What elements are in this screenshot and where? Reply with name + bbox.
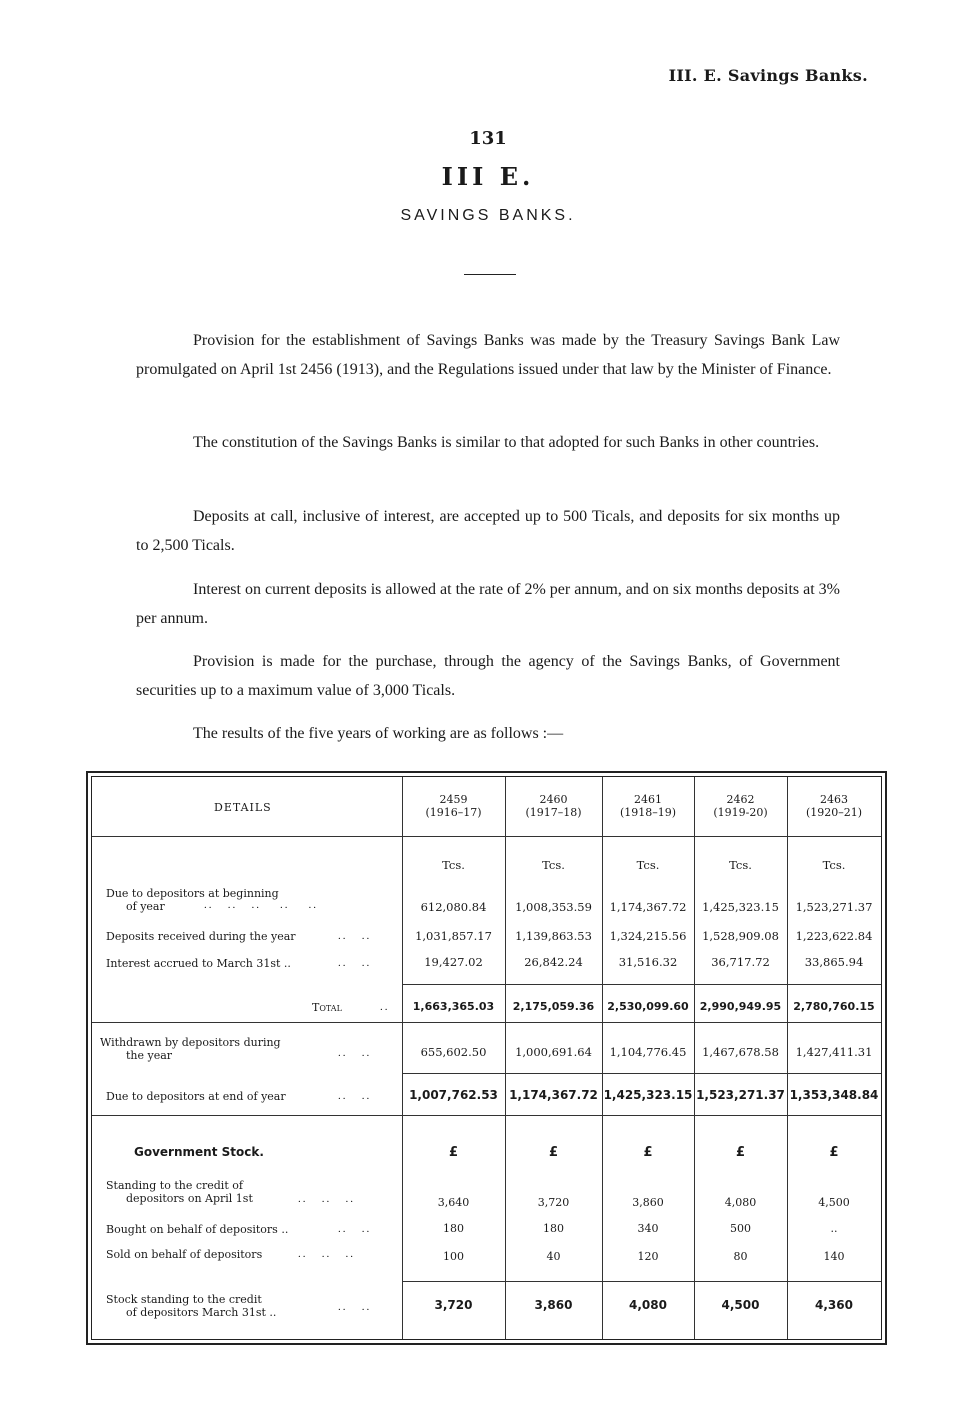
paragraph-results-intro: The results of the five years of working are as follows :— [193,725,564,742]
total-rule [92,1022,881,1023]
table-cell: 1,467,678.58 [702,1045,779,1059]
table-cell: 4,500 [818,1196,850,1209]
table-cell: 1,425,323.15 [702,900,779,914]
table-cell: 4,080 [724,1196,757,1209]
leader-dots: .. .. [338,1223,372,1235]
row-label-interest-accrued: Interest accrued to March 31st .. [106,957,291,970]
table-cell: 1,353,348.84 [789,1088,879,1102]
currency-unit: Tcs. [822,858,846,872]
table-cell: 3,720 [434,1298,473,1312]
paragraph-constitution: The constitution of the Savings Banks is similar to that adopted for such Banks in other countries. [193,434,820,451]
leader-dots: .. .. [338,930,372,942]
row-label-sold: Sold on behalf of depositors [106,1248,263,1261]
table-cell: 120 [637,1250,659,1263]
table-cell: 1,425,323.15 [603,1088,693,1102]
leader-dots: .. .. [338,1301,372,1313]
currency-unit: Tcs. [636,858,660,872]
table-cell: 1,663,365.03 [412,1000,495,1013]
leader-dots: .. .. [338,957,372,969]
year-be: 2460 [539,793,568,806]
year-ce: (1918–19) [619,806,677,819]
table-cell: 100 [443,1250,464,1263]
page-number: 131 [469,128,507,149]
stock-currency-cell: £ [643,1145,653,1160]
table-cell: 4,360 [815,1298,853,1312]
leader-dots: .. .. .. .. .. [204,899,318,911]
table-cell: 1,223,622.84 [795,929,873,943]
row-label-line: Stock standing to the credit [106,1293,262,1306]
paragraph-securities: Provision is made for the purchase, through the agency of the Savings Banks, of Government securities up to a maximum value of 3,000 Ticals. [136,653,840,699]
leader-dots: .. .. .. [298,1193,355,1205]
balance-rule [92,1115,881,1116]
table-cell: 340 [637,1222,659,1235]
table-cell: 1,104,776.45 [609,1045,687,1059]
table-cell: 4,080 [629,1298,667,1312]
year-header-2459 [402,793,505,819]
table-cell: 1,000,691.64 [515,1045,592,1059]
results-table [86,771,887,1345]
row-label-due-end: Due to depositors at end of year [106,1090,286,1103]
leader-dots: .. .. .. [298,1248,355,1260]
year-be: 2459 [439,793,468,806]
table-cell: 3,860 [632,1196,664,1209]
currency-unit: Tcs. [729,858,752,872]
table-cell: 2,175,059.36 [512,1000,595,1013]
paragraph-deposits: Deposits at call, inclusive of interest, are accepted up to 500 Ticals, and deposits for six months up to 2,500 Ticals. [136,508,840,554]
table-cell: 26,842.24 [524,955,583,969]
table-cell: 3,860 [534,1298,573,1312]
table-cell: 33,865.94 [804,955,864,969]
table-cell: 40 [546,1250,561,1263]
year-be: 2461 [634,793,662,806]
withdrawn-rule [402,1073,881,1074]
table-cell: 4,500 [721,1298,760,1312]
table-cell: 19,427.02 [424,955,483,969]
stock-section-header: Government Stock. [134,1145,264,1159]
table-cell: 500 [730,1222,751,1235]
running-head: III. E. Savings Banks. [668,66,868,85]
stock-currency-cell: £ [735,1145,746,1160]
table-cell: 1,427,411.31 [795,1045,873,1059]
row-label-line: Withdrawn by depositors during [100,1036,281,1049]
table-cell: 36,717.72 [711,955,770,969]
year-ce: (1916–17) [425,806,482,819]
title-rule [464,274,516,275]
row-label-line: Standing to the credit of [106,1179,243,1192]
row-label-standing-credit [106,1179,253,1205]
details-header: DETAILS [214,801,272,814]
year-header-2463 [787,793,881,819]
table-cell: 1,139,863.53 [515,929,592,943]
table-cell: 1,324,215.56 [609,929,687,943]
row-label-total: Total [312,1001,342,1014]
table-cell: 2,780,760.15 [793,1000,875,1013]
section-subtitle: SAVINGS BANKS. [400,207,576,224]
row-label-line: Due to depositors at beginning [106,887,279,900]
table-cell: 80 [733,1250,748,1263]
year-ce: (1917–18) [525,806,582,819]
table-cell: 655,602.50 [420,1045,487,1059]
row-label-line: depositors on April 1st [126,1192,253,1205]
currency-unit: Tcs. [542,858,565,872]
year-header-2462 [694,793,787,819]
stock-currency-cell: £ [829,1145,839,1160]
table-cell: .. [830,1222,838,1235]
section-title: III E. [441,162,535,191]
table-cell: 31,516.32 [618,955,678,969]
subtotal-rule [402,984,881,985]
stock-currency-cell: £ [548,1145,559,1160]
paragraph-interest: Interest on current deposits is allowed at the rate of 2% per annum, and on six months deposits at 3% per annum. [136,581,840,627]
year-be: 2463 [820,793,848,806]
stock-rule [402,1281,881,1282]
row-label-bought: Bought on behalf of depositors .. [106,1223,289,1236]
leader-dots: .. .. [338,1090,372,1102]
table-cell: 1,528,909.08 [702,929,779,943]
table-cell: 1,007,762.53 [409,1088,498,1102]
table-cell: 1,174,367.72 [509,1088,598,1102]
table-cell: 2,530,099.60 [607,1000,689,1013]
currency-unit: Tcs. [442,858,465,872]
row-label-stock-end [106,1293,276,1319]
row-label-withdrawn [100,1036,281,1062]
table-cell: 1,174,367.72 [609,900,687,914]
row-label-deposits-received: Deposits received during the year [106,930,296,943]
year-ce: (1919-20) [713,806,768,819]
table-cell: 140 [823,1250,845,1263]
table-cell: 1,523,271.37 [795,900,873,914]
leader-dots: .. [380,1001,390,1013]
table-cell: 612,080.84 [420,900,487,914]
leader-dots: .. .. [338,1047,372,1059]
paragraph-establishment: Provision for the establishment of Savings Banks was made by the Treasury Savings Bank Law promulgated on April 1st 2456 (1913), and the Regulations issued under that law by the Minister of Finance. [136,332,840,378]
table-cell: 3,720 [537,1196,570,1209]
year-ce: (1920–21) [805,806,863,819]
year-header-2461 [602,793,694,819]
table-cell: 1,008,353.59 [515,900,592,914]
year-header-2460 [505,793,602,819]
row-label-line: the year [126,1049,173,1062]
table-cell: 180 [443,1222,464,1235]
row-label-line: of depositors March 31st .. [126,1306,277,1319]
stock-currency-cell: £ [448,1145,459,1160]
header-rule [92,836,881,837]
table-cell: 180 [543,1222,564,1235]
table-cell: 3,640 [437,1196,470,1209]
table-cell: 2,990,949.95 [699,1000,782,1013]
row-label-line: of year [126,900,165,913]
table-cell: 1,523,271.37 [696,1088,785,1102]
year-be: 2462 [726,793,755,806]
table-cell: 1,031,857.17 [415,929,492,943]
